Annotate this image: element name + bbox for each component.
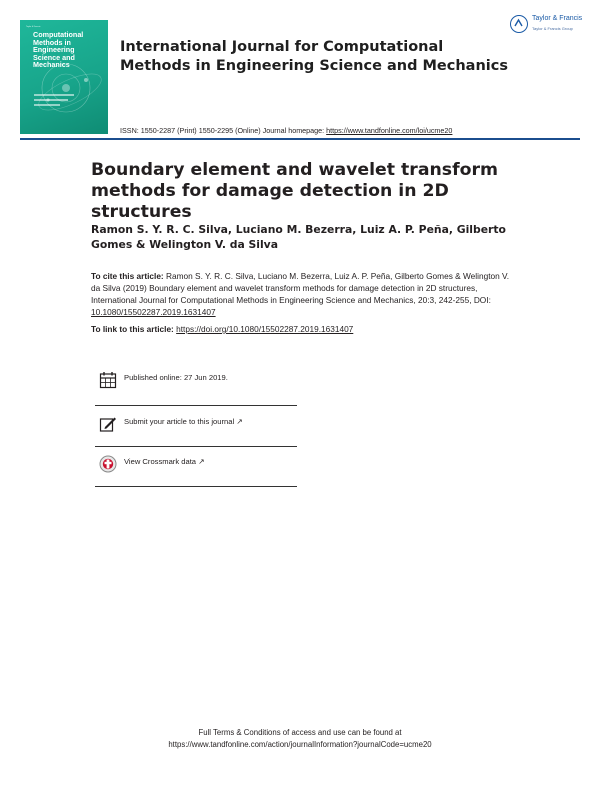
external-link-icon: ↗ (236, 417, 243, 426)
logo-subtitle: Taylor & Francis Group (532, 26, 573, 31)
link-label: To link to this article: (91, 324, 177, 334)
citation-text: Ramon S. Y. R. C. Silva, Luciano M. Bezerra, Luiz A. P. Peña, Gilberto Gomes & Welington V. da Silva (2019) Boundary element and wavelet transform methods for damage detection in 2D structures, International Journal for Computational Methods in Engineering Science and Mechanics, 20:3, 242-255, DOI: (91, 271, 510, 305)
action-divider (95, 486, 297, 487)
journal-cover-image (20, 20, 108, 134)
external-link-icon: ↗ (198, 457, 205, 466)
citation-block (91, 270, 511, 318)
terms-footer (100, 727, 500, 751)
header-divider (20, 138, 580, 140)
submit-article-link[interactable] (124, 417, 243, 426)
journal-name: International Journal for Computational Methods in Engineering Science and Mechanics (120, 39, 508, 74)
article-link-line (91, 324, 353, 334)
article-title: Boundary element and wavelet transform methods for damage detection in 2D structures (91, 160, 498, 222)
action-divider (95, 446, 297, 447)
crossmark-icon (99, 455, 117, 473)
cover-title-line: Science and Mechanics (33, 52, 75, 70)
edit-icon (99, 415, 117, 433)
submit-article-label: Submit your article to this journal (124, 417, 235, 426)
cover-text-lines (34, 94, 74, 109)
crossmark-label: View Crossmark data (124, 457, 197, 466)
article-doi-url[interactable]: https://doi.org/10.1080/15502287.2019.1631407 (176, 324, 354, 334)
publisher-logo[interactable] (510, 14, 584, 38)
published-online-text: Published online: 27 Jun 2019. (124, 373, 228, 382)
cover-title-line: Methods in Engineering (33, 37, 75, 55)
logo-name: Taylor & Francis (532, 15, 583, 22)
article-authors: Ramon S. Y. R. C. Silva, Luciano M. Bezerra, Luiz A. P. Peña, Gilberto Gomes & Welington V. da Silva (91, 223, 506, 251)
logo-circle-icon (510, 15, 528, 33)
citation-label: To cite this article: (91, 271, 166, 281)
calendar-icon (99, 371, 117, 389)
journal-homepage-link[interactable]: https://www.tandfonline.com/loi/ucme20 (326, 126, 453, 135)
cover-publisher: Taylor & Francis (26, 26, 41, 28)
crossmark-row[interactable] (95, 448, 297, 486)
action-divider (95, 405, 297, 406)
terms-text: Full Terms & Conditions of access and use can be found at (198, 728, 402, 737)
issn-line (120, 126, 452, 135)
submit-article-row[interactable] (95, 408, 297, 446)
crossmark-link[interactable] (124, 457, 205, 466)
published-online-row (95, 364, 297, 402)
issn-text: ISSN: 1550-2287 (Print) 1550-2295 (Online) Journal homepage: (120, 126, 327, 135)
cover-title (33, 31, 105, 69)
terms-url[interactable]: https://www.tandfonline.com/action/journalInformation?journalCode=ucme20 (168, 740, 432, 749)
cover-title-line: Computational (33, 30, 84, 39)
doi-link[interactable]: 10.1080/15502287.2019.1631407 (91, 307, 216, 317)
